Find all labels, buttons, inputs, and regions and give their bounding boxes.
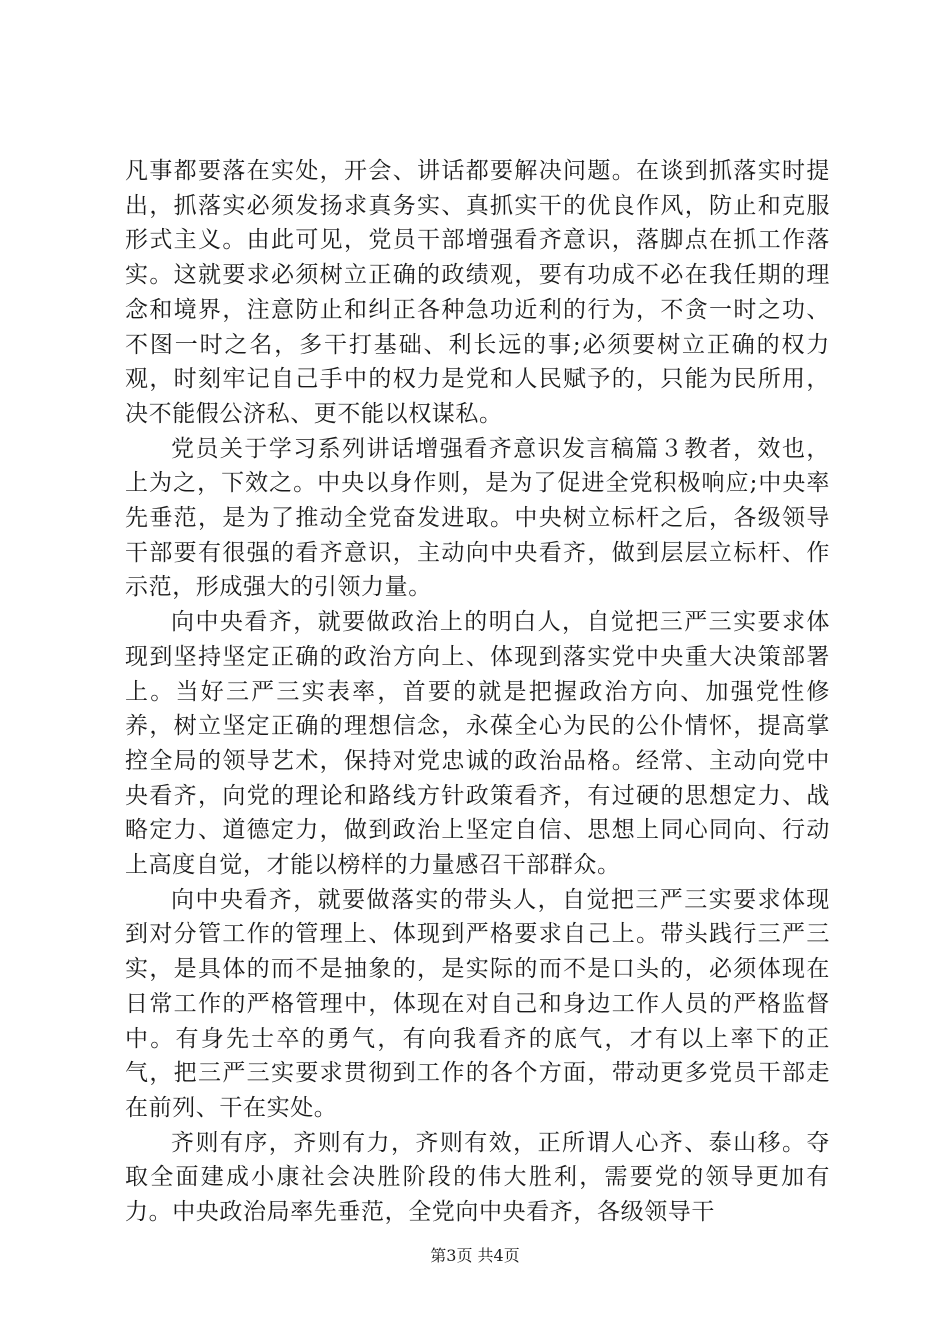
- paragraph-1: 凡事都要落在实处，开会、讲话都要解决问题。在谈到抓落实时提出，抓落实必须发扬求真务实、真抓实干的优良作风，防止和克服形式主义。由此可见，党员干部增强看齐意识，落脚点在抓工作落实。这就要求必须树立正确的政绩观，要有功成不必在我任期的理念和境界，注意防止和纠正各种急功近利的行为，不贪一时之功、不图一时之名，多干打基础、利长远的事;必须要树立正确的权力观，时刻牢记自己手中的权力是党和人民赋予的，只能为民所用，决不能假公济私、更不能以权谋私。: [125, 158, 830, 427]
- paragraph-2: 党员关于学习系列讲话增强看齐意识发言稿篇３教者，效也，上为之，下效之。中央以身作则，是为了促进全党积极响应;中央率先垂范，是为了推动全党奋发进取。中央树立标杆之后，各级领导干部要有很强的看齐意识，主动向中央看齐，做到层层立标杆、作示范，形成强大的引领力量。: [125, 435, 830, 601]
- paragraph-4: 向中央看齐，就要做落实的带头人，自觉把三严三实要求体现到对分管工作的管理上、体现到严格要求自己上。带头践行三严三实，是具体的而不是抽象的，是实际的而不是口头的，必须体现在日常工作的严格管理中，体现在对自己和身边工作人员的严格监督中。有身先士卒的勇气，有向我看齐的底气，才有以上率下的正气，把三严三实要求贯彻到工作的各个方面，带动更多党员干部走在前列、干在实处。: [125, 886, 830, 1121]
- body-text: [125, 154, 830, 1230]
- paragraph-5: 齐则有序，齐则有力，齐则有效，正所谓人心齐、泰山移。夺取全面建成小康社会决胜阶段的伟大胜利，需要党的领导更加有力。中央政治局率先垂范，全党向中央看齐，各级领导干: [125, 1129, 830, 1226]
- paragraph-3: 向中央看齐，就要做政治上的明白人，自觉把三严三实要求体现到坚持坚定正确的政治方向上、体现到落实党中央重大决策部署上。当好三严三实表率，首要的就是把握政治方向、加强党性修养，树立坚定正确的理想信念，永葆全心为民的公仆情怀，提高掌控全局的领导艺术，保持对党忠诚的政治品格。经常、主动向党中央看齐，向党的理论和路线方针政策看齐，有过硬的思想定力、战略定力、道德定力，做到政治上坚定自信、思想上同心同向、行动上高度自觉，才能以榜样的力量感召干部群众。: [125, 609, 830, 879]
- page-footer: 第3页 共4页: [430, 1246, 520, 1265]
